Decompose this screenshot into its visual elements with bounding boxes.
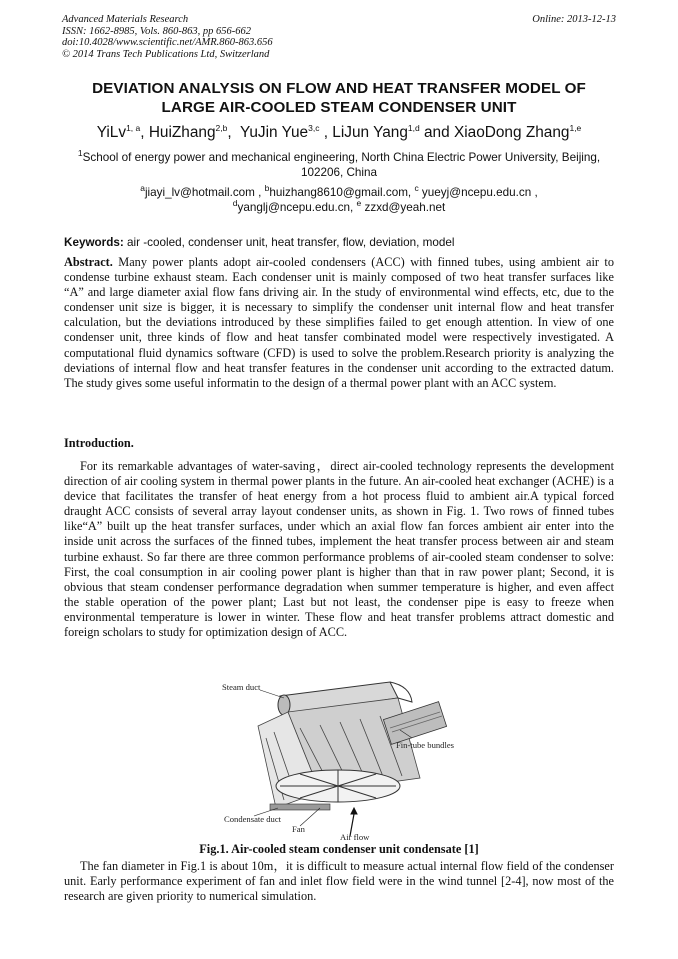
author-sup: 1,d (407, 122, 420, 133)
issn-line: ISSN: 1662-8985, Vols. 860-863, pp 656-662 (62, 25, 251, 37)
author-emails (62, 185, 616, 216)
author-sep: and (419, 124, 454, 141)
email-b[interactable]: huizhang8610@gmail.com, (269, 186, 415, 199)
journal-header (62, 14, 622, 60)
email-d[interactable]: yanglj@ncepu.edu.cn, (237, 201, 357, 215)
paper-title (62, 79, 616, 117)
title-line-1: DEVIATION ANALYSIS ON FLOW AND HEAT TRANSFER MODEL OF (92, 80, 586, 97)
author-name: HuiZhang (148, 124, 216, 141)
online-date: Online: 2013-12-13 (532, 14, 616, 25)
author-sup: 2,b (215, 122, 228, 133)
post-figure-text: The fan diameter in Fig.1 is about 10m，it is difficult to measure actual internal flow field of the condenser unit. Early performance experiment of fan and inlet flow field were in the wind tunnel [2-4], now most of the research are given priority to numerical simulation. (64, 859, 614, 904)
email-c[interactable]: yueyj@ncepu.edu.cn , (418, 186, 538, 199)
author-sup: 3,c (308, 122, 320, 133)
keywords-label: Keywords: (64, 236, 124, 249)
label-steam-duct: Steam duct (222, 682, 261, 692)
affiliation (70, 150, 608, 181)
keywords-text: air -cooled, condenser unit, heat transfer, flow, deviation, model (123, 236, 455, 249)
author-sup: 1, a (126, 122, 141, 133)
email-sup: d (232, 198, 238, 209)
email-sup: c (414, 183, 419, 194)
figure-1-diagram (220, 668, 460, 842)
journal-name: Advanced Materials Research (62, 14, 189, 25)
author-sep: , (227, 124, 240, 141)
author-name: XiaoDong Zhang (453, 124, 570, 141)
label-condensate-duct: Condensate duct (224, 814, 282, 824)
author-sep: , (319, 124, 333, 141)
email-a[interactable]: jiayi_lv@hotmail.com , (144, 186, 265, 199)
copyright-line: © 2014 Trans Tech Publications Ltd, Switzerland (62, 48, 270, 60)
fan-drawing (276, 770, 400, 802)
email-sup: e (356, 198, 362, 209)
author-name: YuJin Yue (239, 124, 309, 141)
introduction-heading: Introduction. (64, 436, 134, 450)
label-air-flow: Air flow (340, 832, 370, 842)
author-list (62, 123, 616, 143)
email-e[interactable]: zzxd@yeah.net (361, 201, 446, 215)
affiliation-sup: 1 (77, 148, 83, 159)
abstract-label: Abstract. (64, 255, 113, 269)
author-sup: 1,e (569, 122, 582, 133)
affiliation-text: School of energy power and mechanical engineering, North China Electric Power University, Beijing, 102206, China (82, 151, 601, 180)
email-sup: a (140, 183, 145, 194)
condensate-duct-drawing (270, 804, 330, 810)
label-fin-tube-bundles: Fin-tube bundles (396, 740, 455, 750)
author-sep: , (140, 124, 149, 141)
abstract (64, 255, 614, 391)
author-name: YiLv (96, 124, 127, 141)
keywords (64, 235, 616, 250)
label-fan: Fan (292, 824, 305, 834)
figure-1-caption: Fig.1. Air-cooled steam condenser unit condensate [1] (199, 842, 479, 856)
email-sup: b (264, 183, 270, 194)
doi-line: doi:10.4028/www.scientific.net/AMR.860-863.656 (62, 37, 273, 49)
abstract-text: Many power plants adopt air-cooled condensers (ACC) with finned tubes, using ambient air to condense turbine exhaust steam. Each condenser unit is mainly composed of two heat transfer surfaces like “A” and large diameter axial flow fans driving air. In the study of environmental wind effects, etc, due to the condenser unit size is bigger, it is necessary to simplify the condenser unit internal flow and heat transfer calculation, but the deviations introduced by these simplifies failed to get enough attention. In view of one condenser unit, three kinds of flow and heat tansfer combinated model were respectively investigated. A computational fluid dynamics software (CFD) is used to solve the problem.Research priority is analyzing the deviations of internal flow and heat transfer features in the condenser unit according to the extracted datum. The study gives some useful informatin to the design of a thermal power plant with an ACC system. (64, 255, 614, 390)
introduction-text: For its remarkable advantages of water-saving，direct air-cooled technology represents the development direction of air cooling system in thermal power plants in the future. An air-cooled heat exchanger (ACHE) is a device that facilitates the transfer of heat energy from a hot process fluid to ambient air.A typical forced draught ACC consists of several array layout condenser units, as shown in Fig. 1. Two rows of finned tubes like“A” built up the heat transfer surfaces, under which an axial flow fan forces ambient air enter into the inside unit across the surfaces of the finned tubes, implement the heat transfer process between air and steam turbine exhaust. So far there are three common performance problems of air-cooled steam condenser to solve: First, the coal consumption in air cooling power plant is higher than that in raw power plant; Second, it is obvious that steam condenser performance degradation when summer temperature is higher, and even affect the stable operation of the power plant; Last but not least, the condenser pipe is easy to freeze when environmental temperature is lower in winter. These flow and heat transfer problems attract domestic and foreign scholars to study for optimization design of ACC. (64, 459, 614, 640)
title-line-2: LARGE AIR-COOLED STEAM CONDENSER UNIT (161, 99, 517, 116)
author-name: LiJun Yang (332, 124, 408, 141)
